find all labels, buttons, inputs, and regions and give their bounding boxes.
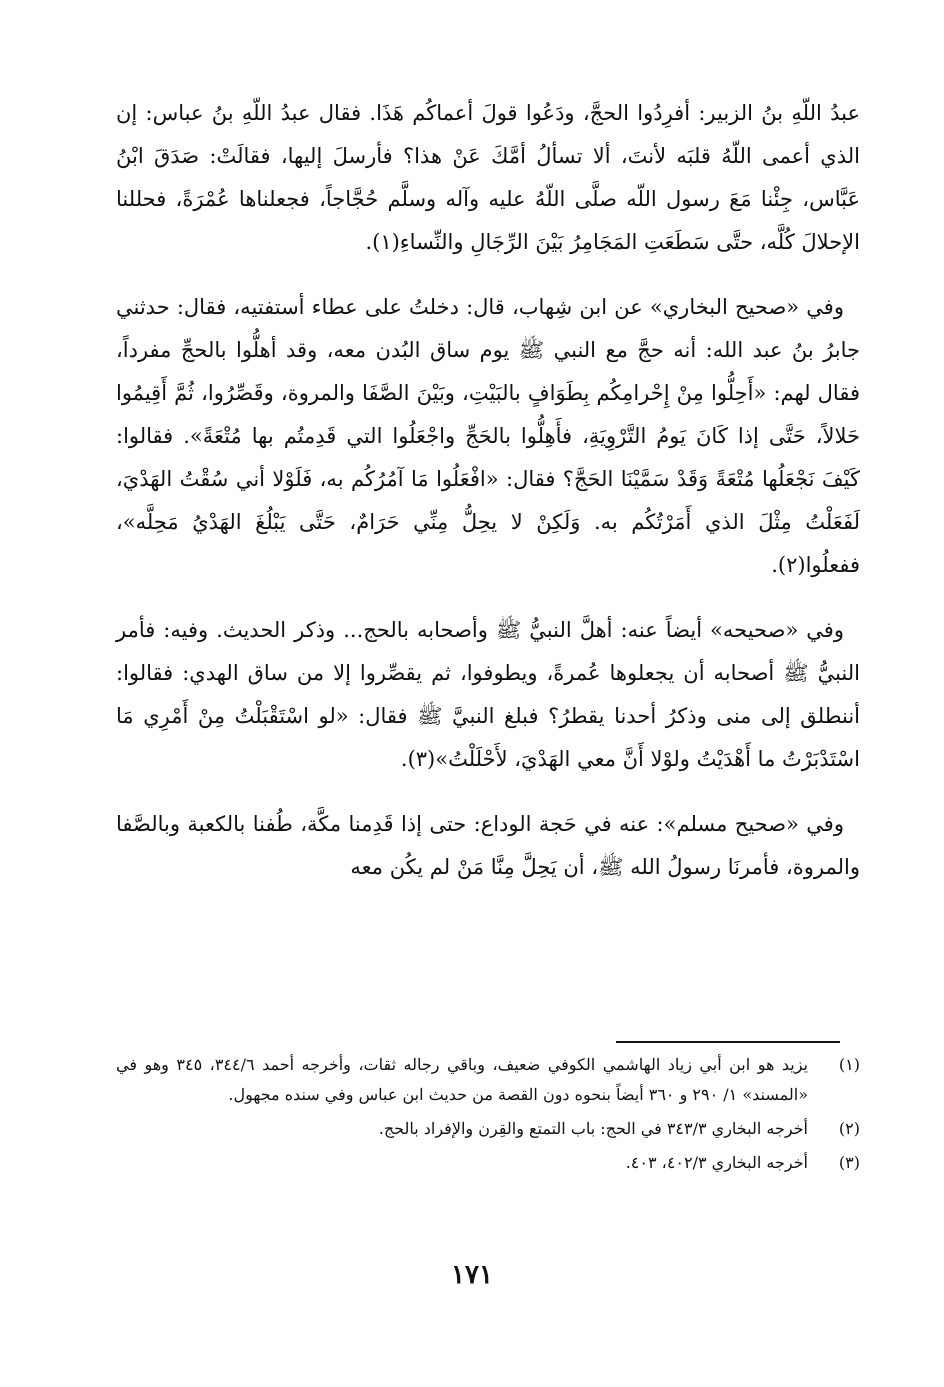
- paragraph: عبدُ اللّهِ بنُ الزبير: أفرِدُوا الحجَّ، ودَعُوا قولَ أعماكُم هَذَا. فقال عبدُ اللّهِ بنُ عباس: إن الذي أعمى اللّهُ قلبَه لأنتَ، ألا تسألُ أمَّكَ عَنْ هذا؟ فأرسلَ إليها، فقالَتْ: صَدَقَ ابْنُ عَبَّاس، جِئْنا مَعَ رسول اللّه صلَّى اللّهُ عليه وآله وسلَّم حُجَّاجاً، فجعلناها عُمْرَةً، فحللنا الإحلالَ كُلَّه، حتَّى سَطَعَتِ المَجَامِرُ بَيْنَ الرِّجَالِ والنِّساءِ(١).: [116, 101, 860, 254]
- main-text: [116, 92, 860, 911]
- footnote-number: (١): [838, 1055, 860, 1074]
- footnote-text: أخرجه البخاري ٤٠٢/٣، ٤٠٣.: [625, 1153, 808, 1172]
- paragraph: وفي «صحيح مسلم»: عنه في حَجة الوداع: حتى إذا قَدِمنا مكَّة، طُفنا بالكعبة وبالصَّفا والمروة، فأمرنَا رسولُ الله ﷺ، أن يَحِلَّ مِنَّا مَنْ لم يكُن معه: [116, 812, 860, 879]
- paragraph: وفي «صحيح البخاري» عن ابن شِهاب، قال: دخلتُ على عطاء أستفتيه، فقال: حدثني جابرُ بنُ عبد الله: أنه حجَّ مع النبي ﷺ يوم ساق البُدن معه، وقد أهلُّوا بالحجِّ مفرداً، فقال لهم: «أَحِلُّوا مِنْ إِحْرامِكُم بِطَوَافٍ بالبَيْتِ، وبَيْنَ الصَّفَا والمروة، وقَصِّرُوا، ثُمَّ أَقِيمُوا حَلالاً، حَتَّى إذا كَانَ يَومُ التَّرْوِيَةِ، فأَهِلُّوا بالحَجِّ واجْعَلُوا التي قَدِمتُم بها مُتْعَةً». فقالوا: كَيْفَ نَجْعَلُها مُتْعَةً وَقَدْ سَمَّيْنَا الحَجَّ؟ فقال: «افْعَلُوا مَا آمُرُكُم به، فَلَوْلا أني سُقْتُ الهَدْيَ، لَفَعَلْتُ مِثْلَ الذي أَمَرْتُكُم به. وَلَكِنْ لا يحِلُّ مِنِّي حَرَامٌ، حَتَّى يَبْلُغَ الهَدْيُ مَحِلَّه»، ففعلُوا(٢).: [116, 295, 860, 577]
- footnotes: [116, 1050, 860, 1182]
- footnote-number: (٢): [838, 1119, 860, 1138]
- footnote-text: أخرجه البخاري ٣٤٣/٣ في الحج: باب التمتع والقِرن والإفراد بالحج.: [378, 1119, 808, 1138]
- page-number: ١٧١: [451, 1260, 493, 1290]
- footnote-text: يزيد هو ابن أبي زياد الهاشمي الكوفي ضعيف، وباقي رجاله ثقات، وأخرجه أحمد ٣٤٤/٦، ٣٤٥ وهو في «المسند» ١/ ٢٩٠ و ٣٦٠ أيضاً بنحوه دون القصة من حديث ابن عباس وفي سنده مجهول.: [116, 1055, 809, 1104]
- footnote: [116, 1050, 860, 1110]
- footnote: [116, 1148, 860, 1178]
- footnote-separator: [616, 1041, 840, 1043]
- footnote-number: (٣): [838, 1153, 860, 1172]
- footnote: [116, 1114, 860, 1144]
- paragraph: وفي «صحيحه» أيضاً عنه: أهلَّ النبيُّ ﷺ وأصحابه بالحج... وذكر الحديث. وفيه: فأمر النبيُّ ﷺ أصحابه أن يجعلوها عُمرةً، ويطوفوا، ثم يقصِّروا إلا من ساق الهدي: فقالوا: أننطلق إلى منى وذكرُ أحدنا يقطرُ؟ فبلغ النبيَّ ﷺ فقال: «لو اسْتَقْبَلْتُ مِنْ أَمْرِي مَا اسْتَدْبَرْتُ ما أَهْدَيْتُ ولوْلا أَنَّ معي الهَدْيَ، لأَحْلَلْتُ»(٣).: [116, 618, 860, 771]
